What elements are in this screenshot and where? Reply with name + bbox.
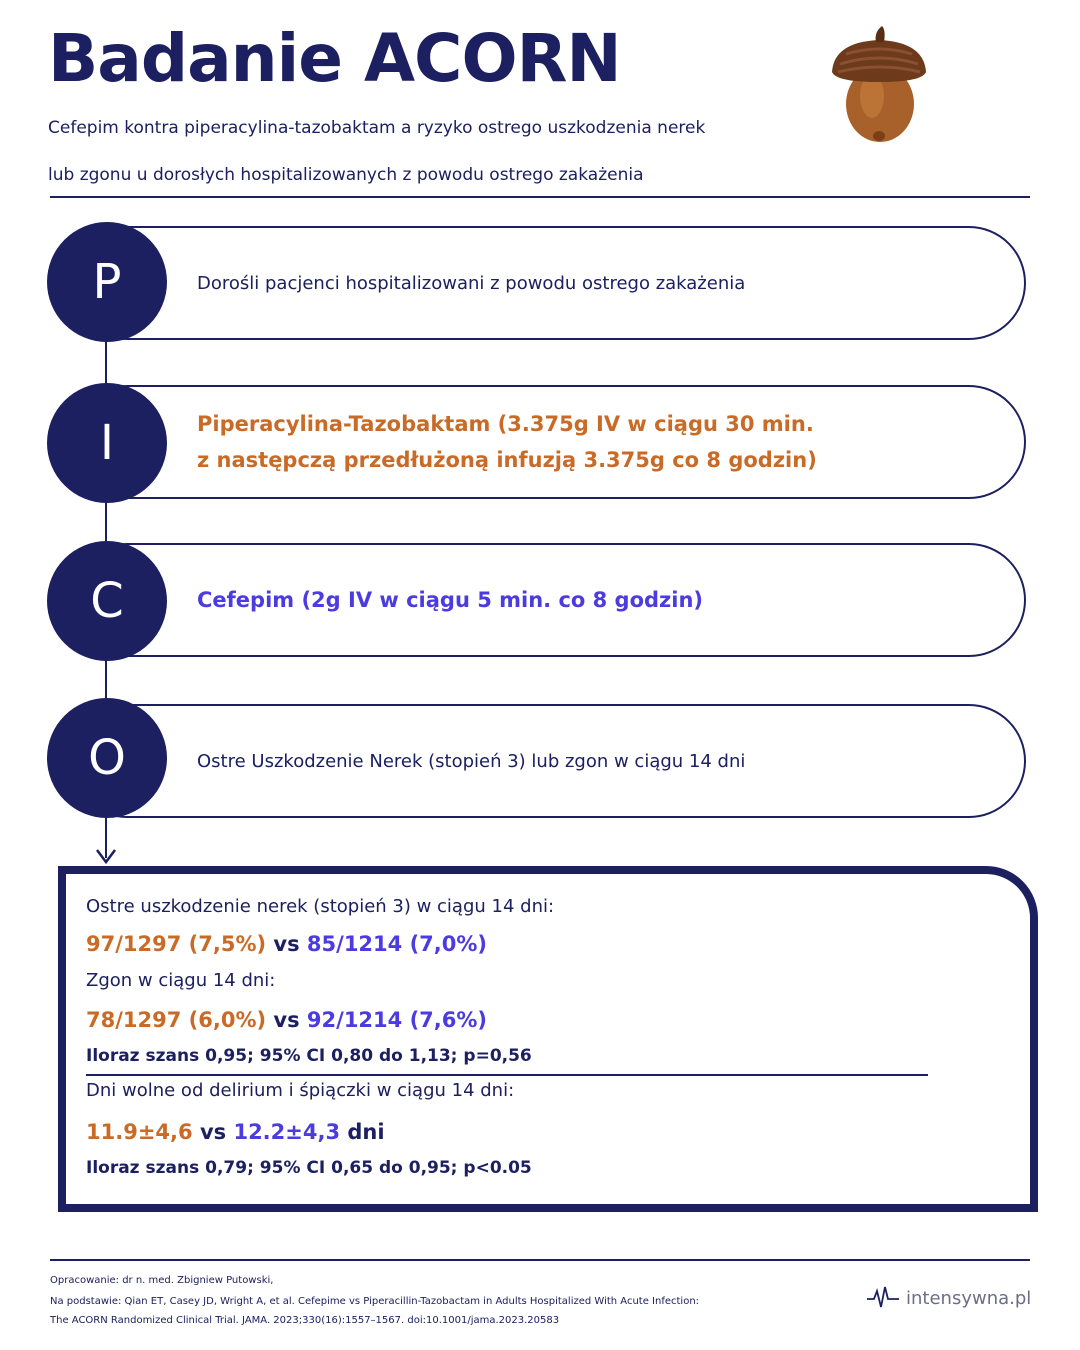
letter-o-circle: O — [47, 698, 167, 818]
subtitle-line-1: Cefepim kontra piperacylina-tazobaktam a ryzyko ostrego uszkodzenia nerek — [48, 118, 706, 138]
arrow-down-icon — [94, 846, 118, 866]
death-pip-value: 78/1297 (6,0%) — [86, 1008, 267, 1032]
subtitle-line-2: lub zgonu u dorosłych hospitalizowanych z powodu ostrego zakażenia — [48, 165, 644, 185]
footer-reference-1: Na podstawie: Qian ET, Casey JD, Wright A, et al. Cefepime vs Piperacillin-Tazobactam in Adults Hospitalized With Acute Infection: — [50, 1296, 700, 1307]
intervention-line-2: z następczą przedłużoną infuzją 3.375g co 8 godzin) — [197, 448, 817, 472]
delirium-vs: vs — [199, 1120, 227, 1144]
footer-divider — [50, 1259, 1030, 1261]
results-box — [58, 866, 1038, 1212]
intervention-text — [197, 387, 817, 497]
intervention-line-1: Piperacylina-Tazobaktam (3.375g IV w ciągu 30 min. — [197, 412, 814, 436]
delirium-pip-value: 11.9±4,6 — [86, 1120, 193, 1144]
outcome-text: Ostre Uszkodzenie Nerek (stopień 3) lub zgon w ciągu 14 dni — [197, 750, 746, 772]
page-title: Badanie ACORN — [48, 20, 621, 97]
aki-result — [86, 932, 487, 956]
population-text: Dorośli pacjenci hospitalizowani z powodu ostrego zakażenia — [197, 272, 746, 294]
acorn-icon — [824, 24, 934, 144]
death-stat: Iloraz szans 0,95; 95% CI 0,80 do 1,13; p=0,56 — [86, 1046, 532, 1066]
aki-pip-value: 97/1297 (7,5%) — [86, 932, 267, 956]
aki-label: Ostre uszkodzenie nerek (stopień 3) w ciągu 14 dni: — [86, 896, 555, 917]
pico-intervention-pill — [70, 385, 1026, 499]
logo-text: intensywna.pl — [906, 1287, 1032, 1309]
footer-author: Opracowanie: dr n. med. Zbigniew Putowski, — [50, 1275, 274, 1286]
header-divider — [50, 196, 1030, 198]
pico-comparison-pill — [70, 543, 1026, 657]
death-vs: vs — [273, 1008, 300, 1032]
aki-cef-value: 85/1214 (7,0%) — [306, 932, 488, 956]
death-result — [86, 1008, 487, 1032]
letter-c-circle: C — [47, 541, 167, 661]
death-label: Zgon w ciągu 14 dni: — [86, 970, 276, 991]
delirium-cef-value: 12.2±4,3 — [233, 1120, 341, 1144]
pico-population-pill — [70, 226, 1026, 340]
death-cef-value: 92/1214 (7,6%) — [306, 1008, 488, 1032]
delirium-label: Dni wolne od delirium i śpiączki w ciągu 14 dni: — [86, 1080, 515, 1101]
pico-outcome-pill — [70, 704, 1026, 818]
delirium-days: dni — [347, 1120, 385, 1144]
brand-logo[interactable] — [866, 1282, 1036, 1314]
delirium-stat: Iloraz szans 0,79; 95% CI 0,65 do 0,95; p<0.05 — [86, 1158, 532, 1178]
letter-p-circle: P — [47, 222, 167, 342]
aki-vs: vs — [273, 932, 300, 956]
letter-i-circle: I — [47, 383, 167, 503]
delirium-result — [86, 1120, 385, 1144]
heartbeat-icon — [866, 1283, 900, 1313]
footer-reference-2: The ACORN Randomized Clinical Trial. JAMA. 2023;330(16):1557–1567. doi:10.1001/jama.2023.20583 — [50, 1315, 560, 1326]
results-divider — [86, 1074, 928, 1076]
comparison-text: Cefepim (2g IV w ciągu 5 min. co 8 godzin) — [197, 588, 704, 612]
